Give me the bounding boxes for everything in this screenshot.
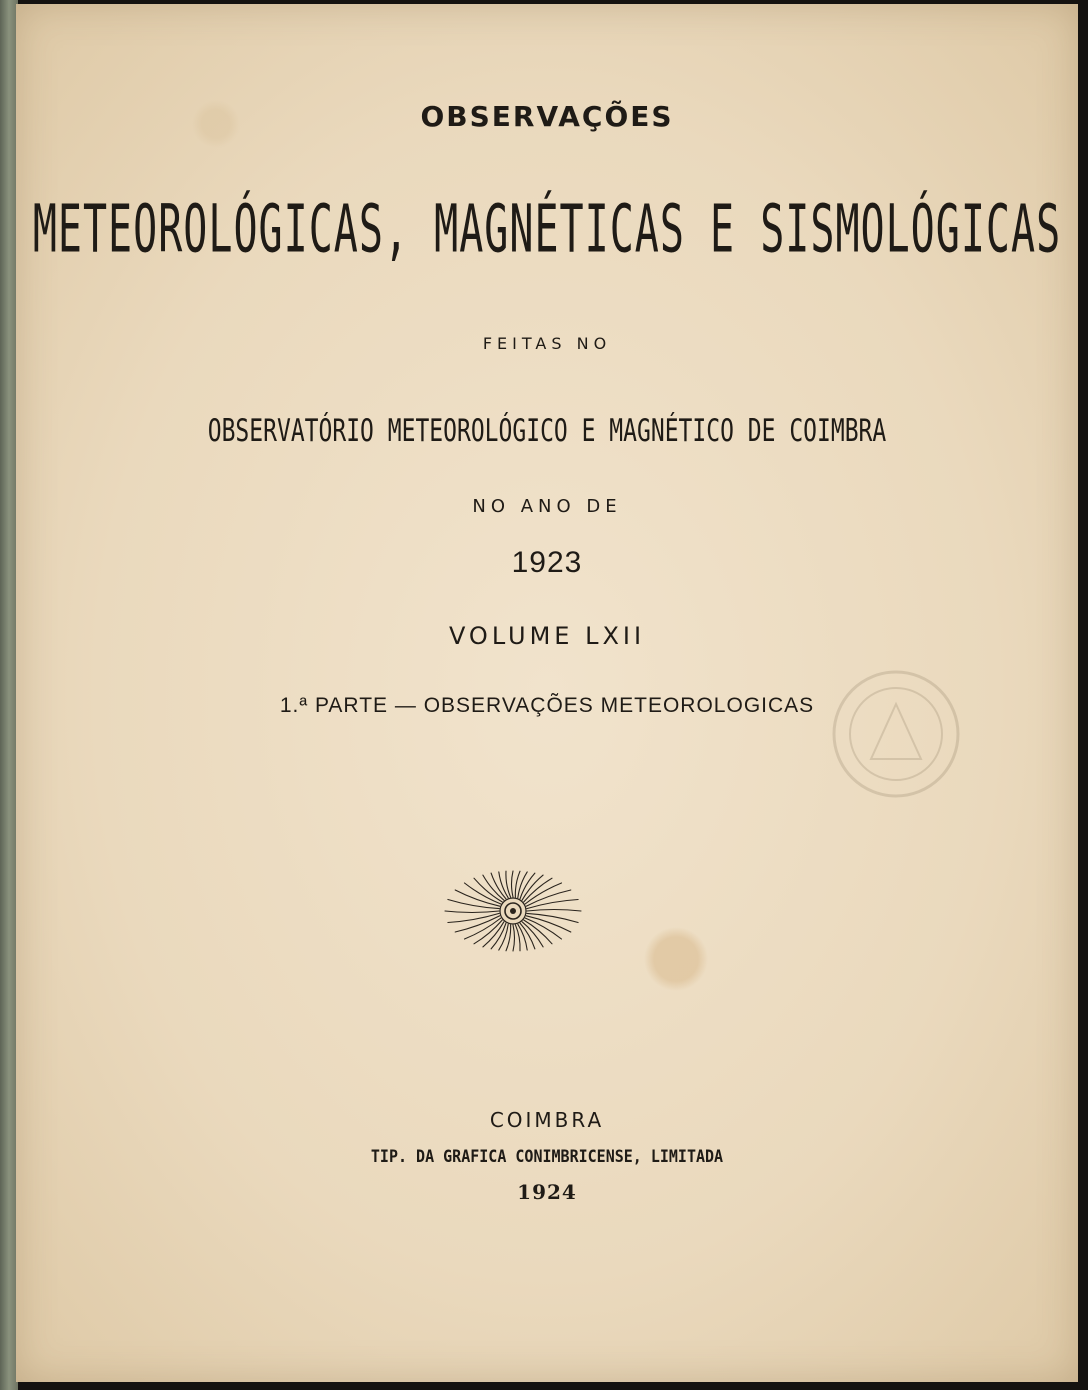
title-page (16, 4, 1078, 1382)
sunburst-ray (445, 911, 499, 913)
observation-year: 1923 (511, 546, 583, 579)
feitas-no-label: FEITAS NO (482, 334, 612, 353)
imprint-city: COIMBRA (489, 1108, 605, 1132)
volume-number: VOLUME LXII (448, 622, 646, 650)
part-title: 1.ª PARTE — OBSERVAÇÕES METEOROLOGICAS (279, 694, 815, 717)
sunburst-ray (513, 925, 515, 951)
sunburst-ray (512, 871, 514, 897)
sunburst-ray (465, 883, 501, 904)
main-title: METEOROLÓGICAS, MAGNÉTICAS E SISMOLÓGICAS (32, 192, 1062, 268)
sunburst-ray (515, 925, 520, 951)
embossed-seal-icon (826, 664, 966, 804)
sunburst-ornament-icon (443, 866, 583, 956)
sunburst-ray (515, 871, 520, 897)
year-prefix: NO ANO DE (472, 496, 622, 517)
imprint-year: 1924 (517, 1180, 577, 1204)
sunburst-ray (525, 918, 561, 939)
imprint-printer: TIP. DA GRAFICA CONIMBRICENSE, LIMITADA (370, 1146, 724, 1167)
sunburst-ray (506, 871, 511, 897)
sunburst-ray (448, 913, 499, 922)
pretitle: OBSERVAÇÕES (420, 100, 674, 133)
sunburst-ray (527, 900, 578, 909)
sunburst-ray (506, 925, 511, 951)
institution-name: OBSERVATÓRIO METEOROLÓGICO E MAGNÉTICO DE COIMBRA (207, 414, 887, 450)
sunburst-ray (527, 910, 581, 912)
